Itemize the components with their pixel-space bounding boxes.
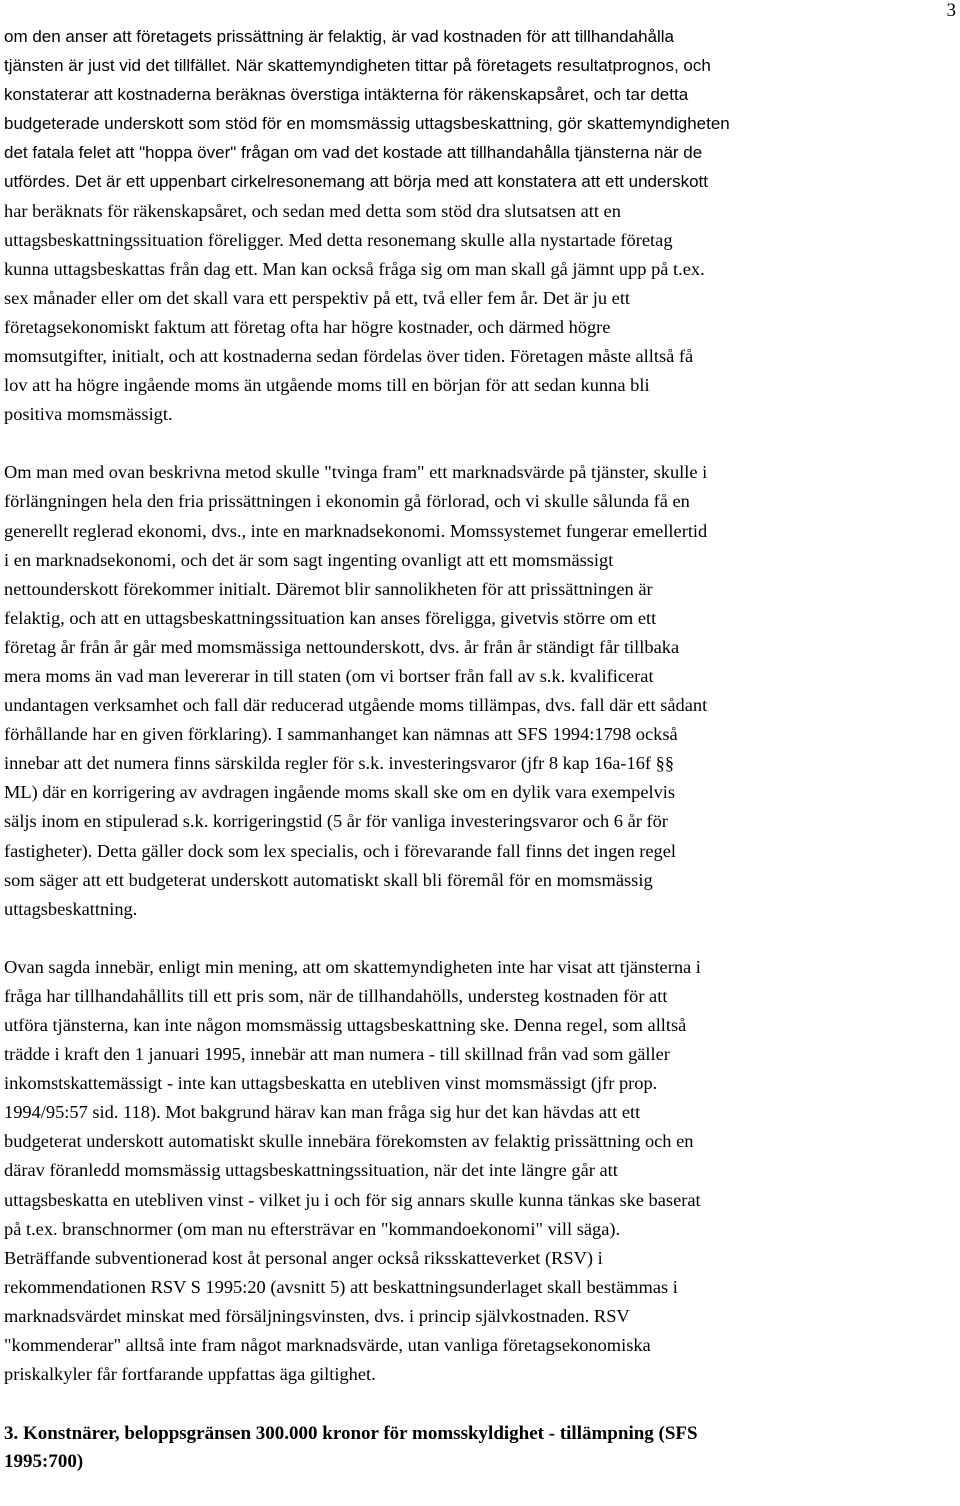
- text-line: kunna uttagsbeskattas från dag ett. Man kan också fråga sig om man skall gå jämnt upp på t.ex.: [4, 258, 705, 279]
- text-line: fråga har tillhandahållits till ett pris som, när de tillhandahölls, understeg kostnaden för att: [4, 985, 668, 1006]
- text-line: nettounderskott förekommer initialt. Däremot blir sannolikheten för att prissättningen är: [4, 578, 653, 599]
- text-line: utfördes. Det är ett uppenbart cirkelresonemang att börja med att konstatera att ett underskott: [4, 172, 708, 192]
- text-line: förhållande har en given förklaring). I sammanhanget kan nämnas att SFS 1994:1798 också: [4, 724, 678, 745]
- text-line: rekommendationen RSV S 1995:20 (avsnitt 5) att beskattningsunderlaget skall bestämmas i: [4, 1276, 678, 1297]
- paragraph-2: [4, 458, 960, 924]
- heading-line: 3. Konstnärer, beloppsgränsen 300.000 kronor för momsskyldighet - tillämpning (SFS: [4, 1423, 698, 1445]
- text-line: uttagsbeskatta en utebliven vinst - vilket ju i och för sig annars skulle kunna tänkas ske baserat: [4, 1189, 701, 1210]
- text-line: förlängningen hela den fria prissättningen i ekonomin gå förlorad, och vi skulle sålunda få en: [4, 491, 690, 512]
- section-heading: [4, 1420, 960, 1476]
- text-line: om den anser att företagets prissättning är felaktig, är vad kostnaden för att tillhandahålla: [4, 27, 675, 46]
- text-line: sex månader eller om det skall vara ett perspektiv på ett, två eller fem år. Det är ju ett: [4, 287, 631, 308]
- text-line: har beräknats för räkenskapsåret, och sedan med detta som stöd dra slutsatsen att en: [4, 200, 621, 221]
- text-line: felaktig, och att en uttagsbeskattningssituation kan anses föreligga, givetvis större om ett: [4, 607, 657, 628]
- text-line: konstaterar att kostnaderna beräknas överstiga intäkterna för räkenskapsåret, och tar detta: [4, 85, 689, 105]
- text-line: marknadsvärdet minskat med försäljningsvinsten, dvs. i princip självkostnaden. RSV: [4, 1305, 630, 1326]
- text-line: det fatala felet att "hoppa över" frågan om vad det kostade att tillhandahålla tjänsterna när de: [4, 143, 703, 163]
- text-line: "kommenderar" alltså inte fram något marknadsvärde, utan vanliga företagsekonomiska: [4, 1335, 651, 1356]
- text-line: lov att ha högre ingående moms än utgående moms till en början för att sedan kunna bli: [4, 375, 650, 396]
- paragraph-spacer: [4, 1389, 960, 1420]
- paragraph-spacer: [4, 429, 960, 458]
- text-line: budgeterat underskott automatiskt skulle innebära förekomsten av felaktig prissättning och en: [4, 1131, 694, 1152]
- text-line: Om man med ovan beskrivna metod skulle "tvinga fram" ett marknadsvärde på tjänster, skulle i: [4, 462, 708, 483]
- text-line: innebar att det numera finns särskilda regler för s.k. investeringsvaror (jfr 8 kap 16a-16f §§: [4, 753, 675, 774]
- text-line: 1994/95:57 sid. 118). Mot bakgrund härav kan man fråga sig hur det kan hävdas att ett: [4, 1102, 641, 1123]
- text-line: i en marknadsekonomi, och det är som sagt ingenting ovanligt att ett momsmässigt: [4, 549, 614, 570]
- text-line: ML) där en korrigering av avdragen ingående moms skall ske om en dylik vara exempelvis: [4, 782, 676, 803]
- text-line: tjänsten är just vid det tillfället. När skattemyndigheten tittar på företagets resultatprognos, och: [4, 56, 711, 76]
- paragraph-spacer: [4, 924, 960, 953]
- text-line: uttagsbeskattningssituation föreligger. Med detta resonemang skulle alla nystartade företag: [4, 229, 673, 250]
- text-line: Ovan sagda innebär, enligt min mening, att om skattemyndigheten inte har visat att tjänsterna i: [4, 956, 701, 977]
- text-line: priskalkyler får fortfarande uppfattas äga giltighet.: [4, 1364, 376, 1385]
- text-line: utföra tjänsterna, kan inte någon momsmässig uttagsbeskattning ske. Denna regel, som alltså: [4, 1015, 687, 1035]
- text-line: trädde i kraft den 1 januari 1995, innebär att man numera - till skillnad från vad som gäller: [4, 1044, 670, 1065]
- text-line: generellt reglerad ekonomi, dvs., inte en marknadsekonomi. Momssystemet fungerar emellertid: [4, 520, 708, 541]
- text-line: fastigheter). Detta gäller dock som lex specialis, och i förevarande fall finns det ingen regel: [4, 840, 677, 861]
- page-number: 3: [946, 0, 956, 21]
- text-line: företag år från år går med momsmässiga nettounderskott, dvs. år från år ständigt får tillbaka: [4, 636, 680, 657]
- text-line: budgeterade underskott som stöd för en momsmässig uttagsbeskattning, gör skattemyndigheten: [4, 114, 730, 134]
- text-line: inkomstskattemässigt - inte kan uttagsbeskatta en utebliven vinst momsmässigt (jfr prop.: [4, 1073, 658, 1094]
- text-line: Beträffande subventionerad kost åt personal anger också riksskatteverket (RSV) i: [4, 1247, 603, 1268]
- text-line: undantagen verksamhet och fall där reducerad utgående moms tillämpas, dvs. fall där ett sådant: [4, 695, 708, 716]
- paragraph-1: [4, 22, 960, 429]
- paragraph-3: [4, 953, 960, 1389]
- text-line: på t.ex. branschnormer (om man nu eftersträvar en "kommandoekonomi" vill säga).: [4, 1218, 621, 1239]
- text-line: uttagsbeskattning.: [4, 898, 138, 919]
- text-line: momsutgifter, initialt, och att kostnaderna sedan fördelas över tiden. Företagen måste alltså få: [4, 346, 694, 367]
- text-line: företagsekonomiskt faktum att företag ofta har högre kostnader, och därmed högre: [4, 316, 611, 337]
- document-body: [4, 22, 960, 1476]
- text-line: positiva momsmässigt.: [4, 404, 173, 425]
- text-line: därav föranledd momsmässig uttagsbeskattningssituation, när det inte längre går att: [4, 1160, 618, 1181]
- text-line: säljs inom en stipulerad s.k. korrigeringstid (5 år för vanliga investeringsvaror och 6 år för: [4, 811, 668, 832]
- text-line: som säger att ett budgeterat underskott automatiskt skall bli föremål för en momsmässig: [4, 869, 653, 890]
- text-line: mera moms än vad man levererar in till staten (om vi bortser från fall av s.k. kvalificerat: [4, 665, 654, 686]
- heading-line: 1995:700): [4, 1451, 84, 1473]
